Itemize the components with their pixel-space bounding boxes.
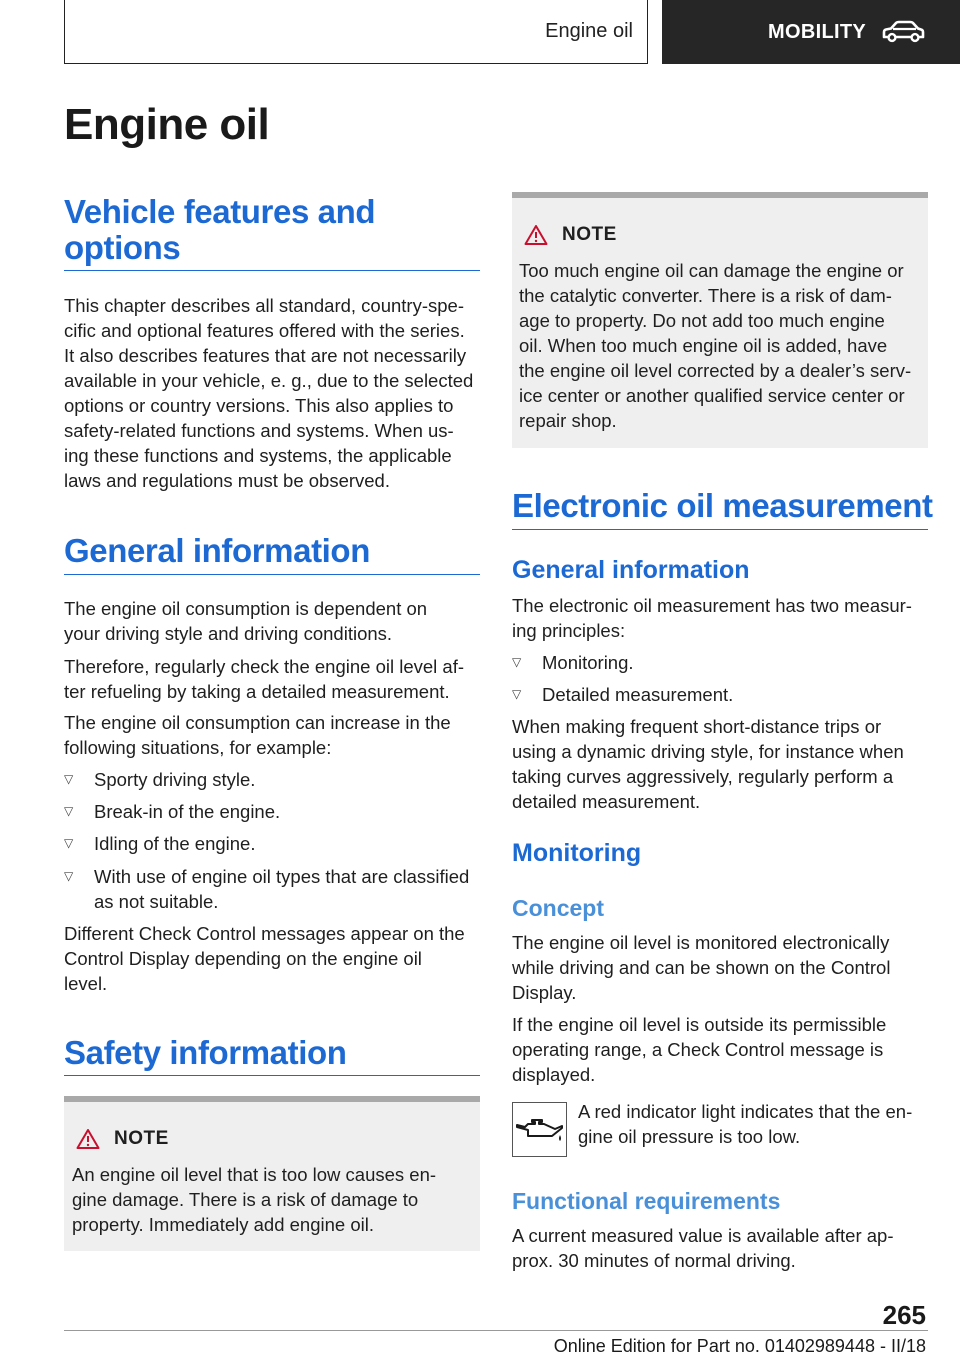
list-item-text: Sporty driving style. [94, 769, 256, 790]
footer-rule [64, 1330, 928, 1331]
text-line: operating range, a Check Control message is [512, 1039, 884, 1060]
heading-rule [512, 529, 928, 530]
text-line: When making frequent short-distance trips or [512, 716, 882, 737]
general-info-paragraph-4 [64, 921, 480, 996]
text-line: It also describes features that are not necessarily [64, 345, 467, 366]
text-line: safety-related functions and systems. When us- [64, 420, 454, 441]
heading-functional-requirements: Functional requirements [512, 1188, 781, 1214]
text-line: the engine oil level corrected by a dealer’s serv- [519, 360, 912, 381]
text-line: ter refueling by taking a detailed measurement. [64, 681, 450, 702]
electronic-general-paragraph-1 [512, 593, 928, 643]
text-line: available in your vehicle, e. g., due to the selected [64, 370, 474, 391]
note-label: NOTE [114, 1128, 169, 1149]
text-line: following situations, for example: [64, 737, 332, 758]
heading-rule [64, 574, 480, 575]
page-number: 265 [882, 1300, 926, 1330]
heading-electronic-oil-measurement: Electronic oil measurement [512, 487, 933, 524]
text-line: taking curves aggressively, regularly perform a [512, 766, 894, 787]
note-box-low-oil [64, 1096, 480, 1251]
text-line: your driving style and driving conditions. [64, 623, 393, 644]
text-line: This chapter describes all standard, country-spe- [64, 295, 464, 316]
heading-safety-information: Safety information [64, 1034, 347, 1071]
text-line: The engine oil consumption can increase in the [64, 712, 451, 733]
general-info-paragraph-2 [64, 654, 480, 704]
heading-rule [64, 1075, 480, 1076]
text-line: Control Display depending on the engine oil [64, 948, 422, 969]
bullet-triangle-icon: ▽ [64, 869, 74, 883]
heading-vehicle-features [64, 194, 480, 266]
bullet-triangle-icon: ▽ [64, 836, 74, 850]
text-line: The engine oil level is monitored electronically [512, 932, 890, 953]
bullet-triangle-icon: ▽ [64, 804, 74, 818]
page-title: Engine oil [64, 100, 270, 149]
header-chapter-title: MOBILITY [768, 20, 866, 43]
header-section-title: Engine oil [545, 20, 633, 42]
bullet-triangle-icon: ▽ [64, 772, 74, 786]
text-line: gine damage. There is a risk of damage to [72, 1189, 419, 1210]
text-line: the catalytic converter. There is a risk of dam- [519, 285, 892, 306]
bullet-triangle-icon: ▽ [512, 687, 522, 701]
text-line: Therefore, regularly check the engine oil level af- [64, 656, 465, 677]
oil-can-icon [513, 1103, 566, 1156]
text-line: property. Immediately add engine oil. [72, 1214, 374, 1235]
car-icon [880, 19, 926, 45]
text-line: ing these functions and systems, the applicable [64, 445, 452, 466]
text-line: Different Check Control messages appear on the [64, 923, 465, 944]
text-line: A red indicator light indicates that the en- [578, 1101, 913, 1122]
heading-line: options [64, 229, 181, 266]
text-line: An engine oil level that is too low causes en- [72, 1164, 437, 1185]
list-item-text: Idling of the engine. [94, 833, 256, 854]
text-line: The engine oil consumption is dependent on [64, 598, 428, 619]
warning-icon [524, 224, 548, 246]
list-item-text: Detailed measurement. [542, 684, 734, 705]
note-header [76, 1128, 169, 1150]
concept-paragraph-2 [512, 1012, 928, 1087]
heading-concept: Concept [512, 895, 604, 921]
note-label: NOTE [562, 224, 617, 245]
heading-monitoring: Monitoring [512, 839, 642, 867]
note-header [524, 224, 617, 246]
heading-general-information: General information [64, 532, 370, 569]
heading-rule [64, 270, 480, 271]
text-line: The electronic oil measurement has two measur- [512, 595, 912, 616]
note-box-too-much-oil [512, 192, 928, 448]
concept-paragraph-1 [512, 930, 928, 1005]
warning-icon [76, 1128, 100, 1150]
oil-can-indicator-box [512, 1102, 567, 1157]
text-line: prox. 30 minutes of normal driving. [512, 1250, 796, 1271]
text-line: age to property. Do not add too much engine [519, 310, 885, 331]
list-item-text: Break-in of the engine. [94, 801, 281, 822]
list-item-text: With use of engine oil types that are classified [94, 866, 470, 887]
text-line: level. [64, 973, 108, 994]
header-section-box [64, 0, 648, 64]
header-chapter-box [662, 0, 960, 64]
text-line: laws and regulations must be observed. [64, 470, 390, 491]
text-line: If the engine oil level is outside its permissible [512, 1014, 887, 1035]
text-line: ing principles: [512, 620, 626, 641]
text-line: A current measured value is available after ap- [512, 1225, 894, 1246]
text-line: displayed. [512, 1064, 596, 1085]
text-line: repair shop. [519, 410, 617, 431]
text-line: ice center or another qualified service center or [519, 385, 905, 406]
note-text [72, 1162, 472, 1237]
text-line: detailed measurement. [512, 791, 701, 812]
text-line: cific and optional features offered with the series. [64, 320, 465, 341]
note-text [519, 258, 924, 433]
text-line: while driving and can be shown on the Control [512, 957, 891, 978]
text-line: gine oil pressure is too low. [578, 1126, 801, 1147]
edition-text: Online Edition for Part no. 01402989448 - II/18 [553, 1336, 926, 1356]
electronic-general-paragraph-2 [512, 714, 928, 814]
list-item-text: as not suitable. [94, 891, 219, 912]
list-item-text: Monitoring. [542, 652, 634, 673]
general-info-paragraph-3 [64, 710, 480, 760]
bullet-triangle-icon: ▽ [512, 655, 522, 669]
indicator-text [578, 1099, 928, 1149]
text-line: options or country versions. This also applies to [64, 395, 454, 416]
general-info-paragraph-1 [64, 596, 480, 646]
functional-requirements-paragraph [512, 1223, 928, 1273]
heading-general-information-right: General information [512, 556, 750, 584]
text-line: oil. When too much engine oil is added, have [519, 335, 888, 356]
text-line: using a dynamic driving style, for instance when [512, 741, 904, 762]
vehicle-features-paragraph [64, 293, 480, 493]
heading-line: Vehicle features and [64, 193, 376, 230]
text-line: Display. [512, 982, 577, 1003]
text-line: Too much engine oil can damage the engine or [519, 260, 904, 281]
